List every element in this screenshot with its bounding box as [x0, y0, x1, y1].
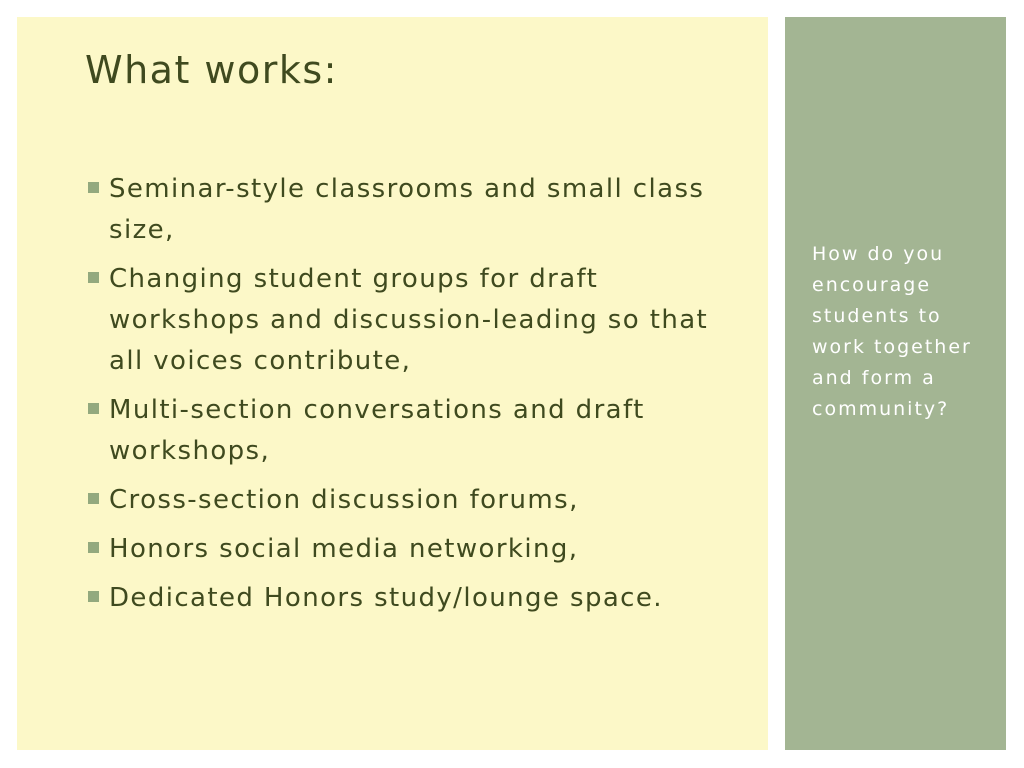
slide-title: What works: — [85, 48, 338, 92]
bullet-text: Seminar-style classrooms and small class size, — [109, 174, 705, 245]
square-bullet-icon — [88, 493, 99, 504]
bullet-text: Changing student groups for draft workshops and discussion-leading so that all voices contribute, — [109, 264, 709, 376]
side-question-text: How do you encourage students to work together and form a community? — [812, 243, 972, 420]
square-bullet-icon — [88, 591, 99, 602]
bullet-item — [85, 390, 725, 472]
bullet-text: Multi-section conversations and draft workshops, — [109, 395, 645, 466]
bullet-item — [85, 169, 725, 251]
square-bullet-icon — [88, 403, 99, 414]
bullet-text: Honors social media networking, — [109, 534, 579, 564]
square-bullet-icon — [88, 542, 99, 553]
main-content-panel — [17, 17, 768, 750]
square-bullet-icon — [88, 272, 99, 283]
square-bullet-icon — [88, 182, 99, 193]
bullet-item — [85, 259, 725, 382]
bullet-item — [85, 529, 725, 570]
bullet-item — [85, 480, 725, 521]
side-question-panel — [785, 17, 1006, 750]
bullet-item — [85, 578, 725, 619]
bullet-text: Dedicated Honors study/lounge space. — [109, 583, 663, 613]
bullet-text: Cross-section discussion forums, — [109, 485, 579, 515]
bullet-list — [85, 169, 725, 627]
